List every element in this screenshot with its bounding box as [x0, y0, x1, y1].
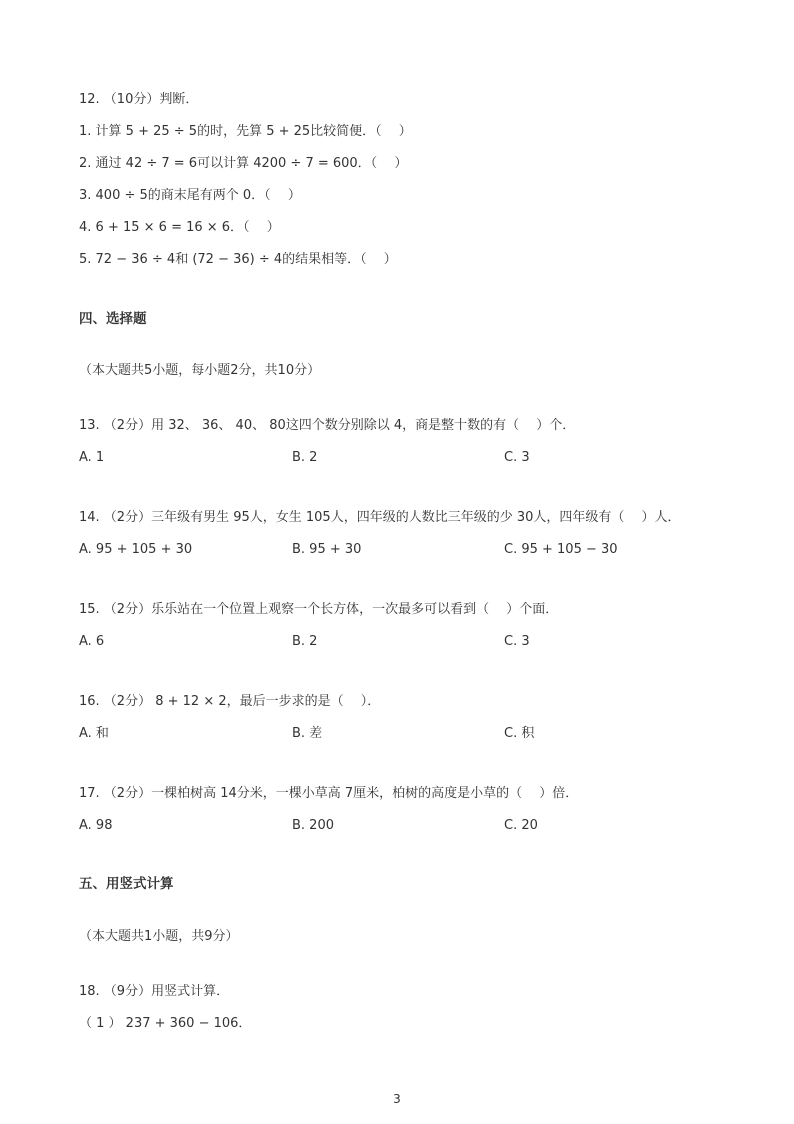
- q16-option-a: A. 和: [79, 726, 109, 741]
- q14-stem: 14. （2分）三年级有男生 95人，女生 105人，四年级的人数比三年级的少 30人，四年级有（ ）人．: [79, 510, 681, 525]
- q12-item-3: 3. 400 ÷ 5的商末尾有两个 0．（ ）: [79, 188, 301, 203]
- q13-option-a: A. 1: [79, 450, 105, 465]
- q17-option-c: C. 20: [504, 818, 538, 833]
- q16-stem: 16. （2分） 8 + 12 × 2，最后一步求的是（ ）．: [79, 694, 381, 709]
- q16-option-b: B. 差: [292, 726, 323, 741]
- q14-option-b: B. 95 + 30: [292, 542, 362, 557]
- section4-heading: 四、选择题: [79, 311, 147, 327]
- q17-option-a: A. 98: [79, 818, 113, 833]
- section5-note: （本大题共1小题，共9分）: [79, 929, 239, 944]
- q12-item-5: 5. 72 − 36 ÷ 4和 (72 − 36) ÷ 4的结果相等．（ ）: [79, 252, 397, 267]
- q16-option-c: C. 积: [504, 726, 535, 741]
- q18-part-1: （ 1 ） 237 + 360 − 106．: [79, 1016, 252, 1031]
- q13-option-c: C. 3: [504, 450, 530, 465]
- section5-heading: 五、用竖式计算: [79, 876, 174, 892]
- q17-option-b: B. 200: [292, 818, 334, 833]
- q12-title: 12. （10分）判断．: [79, 92, 199, 107]
- q15-stem: 15. （2分）乐乐站在一个位置上观察一个长方体，一次最多可以看到（ ）个面．: [79, 602, 559, 617]
- q12-item-1: 1. 计算 5 + 25 ÷ 5的时，先算 5 + 25比较简便．（ ）: [79, 124, 412, 139]
- q14-option-c: C. 95 + 105 − 30: [504, 542, 618, 557]
- q15-option-b: B. 2: [292, 634, 318, 649]
- q12-item-2: 2. 通过 42 ÷ 7 = 6可以计算 4200 ÷ 7 = 600．（ ）: [79, 156, 408, 171]
- page-number: 3: [393, 1092, 401, 1106]
- q15-option-a: A. 6: [79, 634, 105, 649]
- section4-note: （本大题共5小题，每小题2分，共10分）: [79, 363, 321, 378]
- q13-stem: 13. （2分）用 32、 36、 40、 80这四个数分别除以 4，商是整十数的有（ ）个．: [79, 418, 576, 433]
- q13-option-b: B. 2: [292, 450, 318, 465]
- q15-option-c: C. 3: [504, 634, 530, 649]
- q12-item-4: 4. 6 + 15 × 6 = 16 × 6．（ ）: [79, 220, 280, 235]
- q17-stem: 17. （2分）一棵柏树高 14分米，一棵小草高 7厘米，柏树的高度是小草的（ ）倍．: [79, 786, 579, 801]
- q18-stem: 18. （9分）用竖式计算．: [79, 984, 230, 999]
- q14-option-a: A. 95 + 105 + 30: [79, 542, 193, 557]
